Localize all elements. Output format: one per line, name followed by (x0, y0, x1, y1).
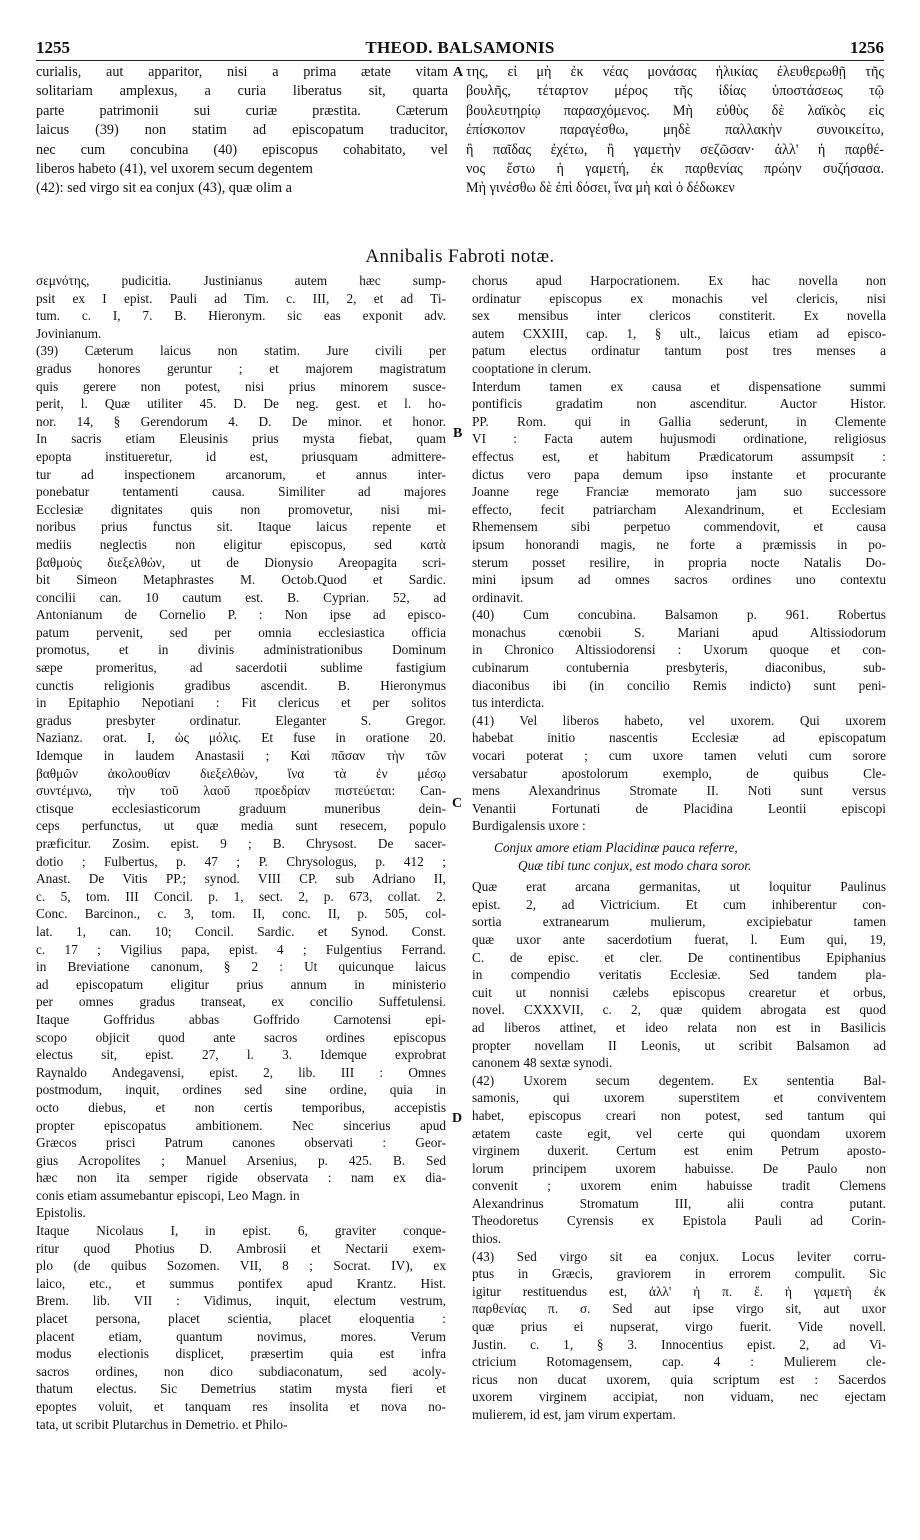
text-line: liberos habeto (41), vel uxorem secum degentem (36, 161, 313, 178)
text-line: psit ex I epist. Pauli ad Tim. c. III, 2, et ad Ti- (36, 290, 446, 306)
text-line: Itaque Goffridus abbas Goffrido Carnotensi epi- (36, 1011, 446, 1027)
text-line: ἢ παῖδας ἐχέτω, ἢ γαμετὴν σεζῶσαν· ἀλλ' ἡ παρθέ- (466, 141, 884, 158)
text-line: Justin. c. 1, § 3. Innocentius epist. 2, ad Vi- (472, 1336, 886, 1352)
text-line: (42): sed virgo sit ea conjux (43), quæ olim a (36, 180, 292, 197)
text-line: placet persona, placet scientia, placet eloquentia : (36, 1311, 446, 1327)
text-line: Jovinianum. (36, 325, 102, 341)
text-line: ad liberos attinet, et ideo relata non est in Basilicis (472, 1019, 886, 1035)
text-line: gius Acropolites ; Manuel Arsenius, p. 425. B. Sed (36, 1152, 446, 1168)
text-line: dotio ; Fulbertus, p. 47 ; P. Chrysologus, p. 412 ; (36, 853, 446, 869)
text-line: βουλῆς, τέταρτον μέρος τῆς ἰδίας ὑποστάσεως τῷ (466, 83, 884, 100)
text-line: promotus, et in divinis administrationibus Dominum (36, 642, 446, 658)
column-marker-c: C (452, 796, 463, 811)
header-rule (36, 60, 884, 61)
main-text (36, 63, 884, 253)
text-line: per omnes gradus transeat, ex concilio Suffetulensi. (36, 994, 446, 1010)
text-line: PP. Rom. qui in Gallia sederunt, in Clemente (472, 413, 886, 429)
text-line: gradus presbyter ordinatur. Eleganter S. Gregor. (36, 712, 446, 728)
text-line: Interdum tamen ex causa et dispensatione summi (472, 378, 886, 394)
text-line: Idemque in laudem Anastasii ; Καὶ πᾶσαν τὴν τῶν (36, 748, 446, 764)
text-line: nec cum concubina (40) episcopus cohabitato, vel (36, 141, 448, 158)
text-line: ordinatur episcopus ex monachis vel clericis, nisi (472, 290, 886, 306)
text-line: tata, ut scribit Plutarchus in Demetrio. et Philo- (36, 1416, 288, 1432)
text-line: chorus apud Harpocrationem. Ex hac novella non (472, 273, 886, 288)
text-line: βαθμῶν ἀκολουθίαν διεξελθὼν, ἵνα τὰ ἐν μέσῳ (36, 765, 446, 781)
text-line: virginem duxerit. Certum est enim Petrum aposto- (472, 1143, 886, 1159)
text-line: quæ prius ei nupserat, virgo fuerit. Vide novell. (472, 1319, 886, 1335)
page-number-right: 1256 (850, 38, 884, 57)
text-line: mediis neglectis non eligitur episcopus, sed κατὰ (36, 536, 446, 552)
column-marker-a: A (453, 65, 464, 80)
page-number-left: 1255 (36, 38, 70, 57)
text-line: Conc. Barcinon., c. 3, tom. II, conc. II, p. 505, col- (36, 906, 446, 922)
text-line: ad episcopatum eligitur prius annum in ministerio (36, 976, 446, 992)
text-line: thatum electus. Sic Demetrius statim mysta fieri et (36, 1381, 446, 1397)
text-line: cunctis religionis gradibus ascendit. B. Hieronymus (36, 677, 446, 693)
text-line: ordinavit. (472, 589, 524, 605)
text-line: samonis, qui uxorem superstitem et conviventem (472, 1090, 886, 1106)
text-line: σεμνότης, pudicitia. Justinianus autem hæc sump- (36, 273, 446, 288)
text-line: tum. c. I, 7. B. Hieronym. sic eas exponit adv. (36, 308, 446, 324)
text-line: c. 17 ; Vigilius papa, epist. 4 ; Fulgentius Ferrand. (36, 941, 446, 957)
text-line: Nazianz. orat. I, ὡς μόλις. Et fuse in oratione 20. (36, 730, 446, 746)
text-line: in Chronico Altissiodorensi : Uxorum quoque et con- (472, 642, 886, 658)
text-line: cuit ut nonnisi cælebs episcopus crearetur et orbus, (472, 984, 886, 1000)
text-line: epist. 2, ad Victricium. Et cum inhiberentur con- (472, 896, 886, 912)
text-line: postmodum, inquit, ordines sed sine ordine, quia in (36, 1082, 446, 1098)
text-line: laico, etc., et summus pontifex apud Krantz. Hist. (36, 1275, 446, 1291)
text-line: Quæ erat arcana germanitas, ut loquitur Paulinus (472, 879, 886, 895)
text-line: mens Alexandrinus Stromate II. Noti sunt versus (472, 783, 886, 799)
text-line: uxorem virginem accipiat, non viduam, nec ejectam (472, 1389, 886, 1405)
text-line: propter novellam II Leonis, ut scribit Balsamon ad (472, 1037, 886, 1053)
text-line: tur ad inspectionem arcanorum, et annus inter- (36, 466, 446, 482)
text-line: συντέμνω, τὴν τοῦ λαοῦ προεδρίαν πιστεύεται: Can- (36, 783, 446, 799)
text-line: Theodoretus Cyrensis ex Epistola Pauli ad Corin- (472, 1213, 886, 1229)
text-line: (39) Cæterum laicus non statim. Jure civili per (36, 343, 446, 359)
column-marker-b: B (453, 426, 463, 441)
text-line: sortia extranearum mulierum, excipiebatur tamen (472, 914, 886, 930)
text-line: Antonianum de Cornelio P. : Non ipse ad episco- (36, 607, 446, 623)
text-line: gradus honores geruntur ; et majorem magistratum (36, 360, 446, 376)
text-line: canonem 48 sextæ synodi. (472, 1055, 613, 1071)
text-line: sex mensibus inter clericos constiterit. Ex novella (472, 308, 886, 324)
text-line: ricus non ducat uxorem, quia scriptum est : Sacerdos (472, 1371, 886, 1387)
verse-line: Conjux amore etiam Placidinæ pauca referre, (494, 840, 738, 855)
text-line: ptus in Græcis, graviorem in errorem compulit. Sic (472, 1266, 886, 1282)
text-line: mulierem, id est, jam virum expertam. (472, 1407, 676, 1422)
text-line: diaconibus ibi (in concilio Remis indicto) sunt peni- (472, 677, 886, 693)
text-line: ponebatur tentamenti causa. Similiter ad majores (36, 484, 446, 500)
text-line: sæpe promeritus, ad sacerdotii sublime fastigium (36, 660, 446, 676)
running-title: THEOD. BALSAMONIS (365, 38, 555, 57)
text-line: lorum principem uxorem habuisse. De Paulo non (472, 1160, 886, 1176)
text-line: nor. 14, § Gerendorum 4. D. De minor. et honor. (36, 413, 446, 429)
text-line: ceps perfunctus, ut quæ media sunt resecem, populo (36, 818, 446, 834)
text-line: sacros ordines, non dico subdiaconatum, sed acoly- (36, 1363, 446, 1379)
verse-quotation (472, 839, 886, 874)
text-line: in Epitaphio Nepotiani : Fit clericus et per solitos (36, 695, 446, 711)
text-line: Anast. De Vitis PP.; synod. VIII CP. sub Adriano II, (36, 871, 446, 887)
text-line: Μὴ γινέσθω δὲ ἐπὶ δόσει, ἵνα μὴ καὶ ὁ δέδωκεν (466, 180, 735, 197)
text-line: autem CXXIII, cap. 1, § ult., laicus etiam ad episco- (472, 325, 886, 341)
running-header (36, 38, 884, 60)
text-line: monachus cœnobii S. Mariani apud Altissiodorum (472, 624, 886, 640)
text-line: habebat initio nascentis Ecclesiæ ad episcopatum (472, 730, 886, 746)
text-line: sterum posset resilire, in propria nocte Natalis Do- (472, 554, 886, 570)
text-line: habet, episcopus creari non potest, sed tantum qui (472, 1107, 886, 1123)
text-line: præficitur. Zosim. epist. 9 ; B. Chrysost. De sacer- (36, 836, 446, 851)
text-line: epoptes voluit, et tanquam res insolita et nova no- (36, 1399, 446, 1414)
text-line: Græcos prisci Patrum canones observati : Geor- (36, 1135, 446, 1151)
greek-text-column (466, 63, 884, 199)
text-line: in compendio veritatis Ecclesiæ. Sed tandem pla- (472, 967, 886, 983)
text-line: quæ uxor ante sacerdotium fuerat, l. Eum qui, 19, (472, 931, 886, 947)
text-line: perit, l. Quæ utiliter 45. D. De neg. gest. et l. ho- (36, 396, 446, 412)
text-line: Rhemensem sibi perpetuo commendovit, et causa (472, 519, 886, 535)
text-line: mini ipsum ad omnes sacros ordines uno contextu (472, 572, 886, 588)
text-line: convenit ; uxorem enim habuisse tradit Clemens (472, 1178, 886, 1194)
text-line: βαθμοὺς διεξελθὼν, ut de Dionysio Areopagita scri- (36, 554, 446, 570)
text-line: VI : Facta autem hujusmodi ordinatione, religiosus (472, 431, 886, 447)
text-line: C. de episc. et cler. De continentibus Epiphanius (472, 949, 886, 965)
text-line: tus interdicta. (472, 695, 545, 711)
verse-line: Quæ tibi tunc conjux, est modo chara soror. (518, 857, 752, 873)
text-line: νος ἔστω ἡ γαμετή, ἐκ παρθενίας πρώην συζήσασα. (466, 161, 884, 178)
text-line: novel. CXXXVII, c. 2, quæ quidem abrogata est quod (472, 1002, 886, 1018)
text-line: hæc non ita semper rigide observata : nam ex dia- (36, 1170, 446, 1186)
notes-right-column (472, 272, 886, 1424)
text-line: plo (de quibus Sozomen. VII, 8 ; Socrat. IV), ex (36, 1258, 446, 1274)
text-line: in Breviatione canonum, § 2 : Ut quicunque laicus (36, 959, 446, 975)
text-line: Joanne rege Franciæ memorato jam suo successore (472, 484, 886, 500)
text-line: patum electus ordinatur tantum post tres menses a (472, 343, 886, 359)
text-line: (42) Uxorem secum degentem. Ex sententia Bal- (472, 1072, 886, 1088)
text-line: ritur quod Photius D. Ambrosii et Nectarii exem- (36, 1240, 446, 1256)
text-line: igitur restituendus est, ἀλλ' ἡ π. ἔ. ἡ γαμετὴ ἐκ (472, 1283, 886, 1299)
text-line: noribus prius functus sit. Itaque laicus repente et (36, 519, 446, 535)
text-line: ipsum honorandi magis, ne forte a præmissis in po- (472, 536, 886, 552)
text-line: Epistolis. (36, 1205, 86, 1221)
text-line: In sacris etiam Eleusinis prius mysta fiebat, quam (36, 431, 446, 447)
notes-heading: Annibalis Fabroti notæ. (365, 246, 555, 267)
text-line: dictus vero papa demum ipso instante et procurante (472, 466, 886, 482)
notes-left-column (36, 272, 446, 1433)
text-line: ctricium Rotomagensem, cap. 4 : Mulierem cle- (472, 1354, 886, 1370)
text-line: epopta institueretur, id est, priusquam admittere- (36, 448, 446, 464)
text-line: βουλευτηρίῳ παρασχόμενος. Μὴ εὐθὺς δὲ λαϊκὸς εἰς (466, 102, 884, 119)
text-line: ctisque ecclesiasticorum graduum muneribus dein- (36, 800, 446, 816)
text-line: cooptatione in clerum. (472, 360, 592, 376)
text-line: effecto, fecit patriarcham Alexandrinum, et Ecclesiam (472, 501, 886, 517)
text-line: ἐπίσκοπον παραγέσθω, μηδὲ παλλακὴν συνοικείτω, (466, 122, 884, 139)
text-line: propter episcopatus ambitionem. Nec sincerius apud (36, 1117, 446, 1133)
text-line: laicus (39) non statim ad episcopatum traducitor, (36, 122, 448, 139)
text-line: c. 5, tom. III Concil. p. 1, sect. 2, p. 673, collat. 2. (36, 888, 446, 904)
text-line: curialis, aut apparitor, nisi a prima ætate vitam (36, 64, 448, 80)
notes-right-part-1 (472, 272, 886, 835)
text-line: placent etiam, quantum novimus, mores. Verum (36, 1328, 446, 1344)
text-line: παρθενίας π. σ. Sed aut ipse virgo sit, aut uxor (472, 1301, 886, 1317)
text-line: thios. (472, 1231, 502, 1247)
latin-text-column (36, 63, 448, 199)
text-line: pontificis gradatim non ascenditur. Auctor Histor. (472, 396, 886, 412)
text-line: solitariam amplexus, a curia liberatus sit, quarta (36, 83, 448, 100)
text-line: Itaque Nicolaus I, in epist. 6, graviter conque- (36, 1223, 446, 1239)
column-marker-d: D (452, 1111, 463, 1126)
text-line: quis gerere non potest, nisi prius minorem susce- (36, 378, 446, 394)
text-line: electus sit, epist. 27, l. 3. Idemque exprobrat (36, 1047, 446, 1063)
text-line: vocari poterat ; cum uxore tamen veluti cum sorore (472, 748, 886, 764)
text-line: bit Simeon Metaphrastes M. Octob.Quod et Sardic. (36, 572, 446, 588)
text-line: concilii can. 10 cautum est. B. Cyprian. 52, ad (36, 589, 446, 605)
text-line: (40) Cum concubina. Balsamon p. 961. Robertus (472, 607, 886, 623)
text-line: cubinarum contubernia presbyteris, diaconibus, sub- (472, 660, 886, 676)
text-line: conis etiam assumebantur episcopi, Leo Magn. in (36, 1187, 300, 1203)
notes-right-part-2 (472, 878, 886, 1423)
text-line: (41) Vel liberos habeto, vel uxorem. Qui uxorem (472, 712, 886, 728)
text-line: ætatem caste egit, vel certe qui quondam uxorem (472, 1125, 886, 1141)
text-line: (43) Sed virgo sit ea conjux. Locus leviter corru- (472, 1248, 886, 1264)
text-line: lat. 1, can. 10; Concil. Sardic. et Synod. Const. (36, 923, 446, 939)
text-line: Burdigalensis uxore : (472, 818, 586, 834)
text-line: modus electionis displicet, præsertim quia est infra (36, 1346, 446, 1362)
text-line: patum pervenit, sed per omnia ecclesiastica officia (36, 624, 446, 640)
text-line: versabatur apostolorum exemplo, de quibus Cle- (472, 765, 886, 781)
text-line: της, εἰ μὴ ἐκ νέας μονάσας ἡλικίας ἐλευθερωθῇ τῆς (466, 64, 884, 80)
text-line: Brem. lib. VII : Vidimus, inquit, electum vestrum, (36, 1293, 446, 1309)
text-line: Ecclesiæ dignitates quis non promovetur, nisi mi- (36, 501, 446, 517)
text-line: scopo objicit quod ante sacros ordines episcopus (36, 1029, 446, 1045)
text-line: octo diebus, et non certis temporibus, accepistis (36, 1099, 446, 1115)
text-line: Raynaldo Andegavensi, epist. 2, lib. III : Omnes (36, 1064, 446, 1080)
text-line: effectus est, et habitum Prædicatorum assumpsit : (472, 448, 886, 464)
text-line: Alexandrinus Stromatum III, alii contra putant. (472, 1195, 886, 1211)
text-line: Venantii Fortunati de Placidina Leontii episcopi (472, 800, 886, 816)
text-line: parte patrimonii sui curiæ præstita. Cæterum (36, 102, 448, 119)
